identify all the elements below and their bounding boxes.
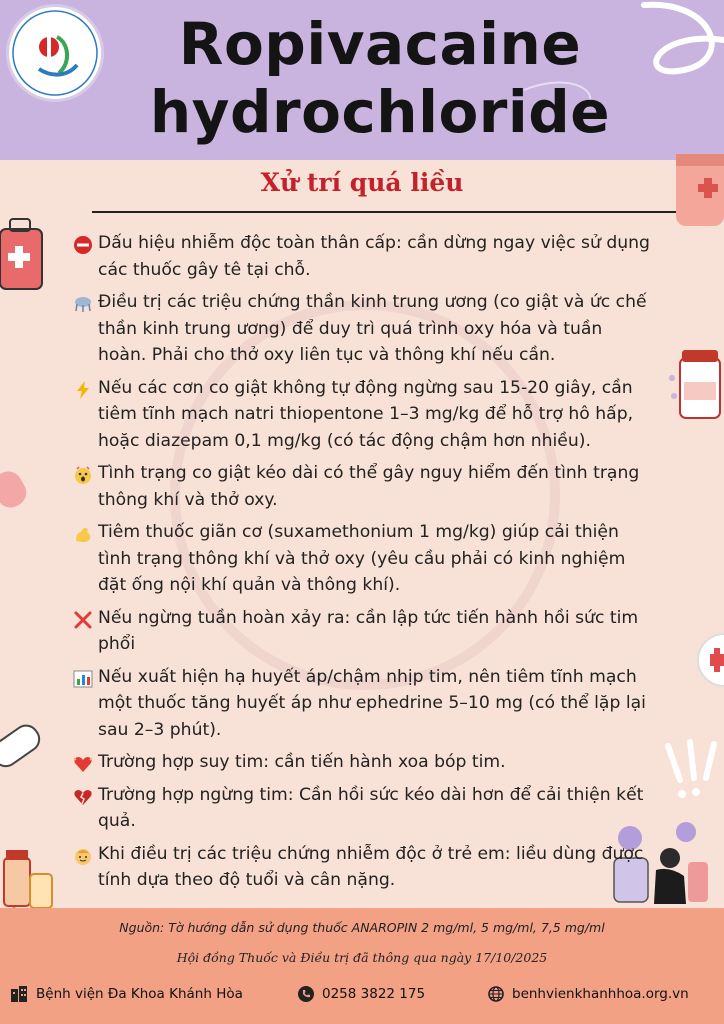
no-entry-icon [72,234,94,256]
list-item [72,519,652,599]
cross-mark-icon [72,609,94,631]
list-item [72,460,652,513]
list-item-text: Tiêm thuốc giãn cơ (suxamethonium 1 mg/kg) giúp cải thiện tình trạng thông khí và thở oxy (yêu cầu phải có kinh nghiệm đặt ống nội khí quản và thông khí). [98,522,626,595]
approval-note: Hội đồng Thuốc và Điều trị đã thông qua ngày 17/10/2025 [176,950,548,965]
hospital-contact [10,986,243,1002]
list-item-text: Nếu các cơn co giật không tự động ngừng sau 15-20 giây, cần tiêm tĩnh mạch natri thiopentone 1–3 mg/kg để hỗ trợ hô hấp, hoặc diazepam 0,1 mg/kg (có tác động chậm hơn nhiều). [98,377,634,451]
list-item-text: Dấu hiệu nhiễm độc toàn thân cấp: cần dừng ngay việc sử dụng các thuốc gây tê tại chỗ. [98,233,650,280]
list-item-text: Điều trị các triệu chứng thần kinh trung ương (co giật và ức chế thần kinh trung ương) để duy trì quá trình oxy hóa và tuần hoàn. Phải cho thở oxy liên tục và thông khí nếu cần. [98,292,647,365]
phone-icon [298,986,314,1002]
phone-contact[interactable] [298,986,425,1002]
building-icon [10,986,28,1002]
list-item-text: Trường hợp suy tim: cần tiến hành xoa bóp tim. [98,752,506,772]
shocked-face-icon [72,464,94,486]
bandage-icon [0,710,42,780]
child-face-icon [72,845,94,867]
flexed-arm-icon [72,523,94,545]
phone-number[interactable]: 0258 3822 175 [322,986,426,1002]
pill-icon [694,630,724,690]
list-item-text: Khi điều trị các triệu chứng nhiễm độc ở trẻ em: liều dùng được tính dựa theo độ tuổi và cân nặng. [98,843,644,890]
heart-icon [72,753,94,775]
section-divider [92,211,724,213]
overdose-management-list [72,230,652,900]
list-item-text: Trường hợp ngừng tim: Cần hồi sức kéo dài hơn để cải thiện kết quả. [98,784,644,831]
pill-capsule-icon [0,462,30,512]
list-item [72,782,652,835]
lightning-icon [72,379,94,401]
brain-icon [72,293,94,315]
list-item [72,605,652,658]
exclamation-icon [660,738,724,808]
hospital-logo [6,4,104,102]
website-contact[interactable] [488,986,689,1002]
list-item [72,230,652,283]
medicine-jars-illustration [0,850,62,916]
source-note: Nguồn: Tờ hướng dẫn sử dụng thuốc ANAROPIN 2 mg/ml, 5 mg/ml, 7,5 mg/ml [119,920,605,935]
broken-heart-icon [72,786,94,808]
page-title-line1: Ropivacaine [178,10,582,78]
chart-icon [72,668,94,690]
list-item-text: Nếu ngừng tuần hoàn xảy ra: cần lập tức tiến hành hồi sức tim phổi [98,607,639,654]
website-link[interactable]: benhvienkhanhhoa.org.vn [512,986,689,1002]
bandage-roll-icon [676,150,724,230]
list-item-text: Nếu xuất hiện hạ huyết áp/chậm nhịp tim, nên tiêm tĩnh mạch một thuốc tăng huyết áp như ephedrine 5–10 mg (có thể lặp lại sau 2–3 phút). [98,666,646,740]
list-item [72,289,652,369]
list-item [72,375,652,455]
list-item-text: Tình trạng co giật kéo dài có thể gây nguy hiểm đến tình trạng thông khí và thở oxy. [98,463,640,510]
list-item [72,841,652,894]
section-title: Xử trí quá liều [260,168,464,197]
page-title-line2: hydrochloride [149,78,611,146]
list-item [72,749,652,776]
first-aid-kit-icon [0,215,44,295]
medicine-bottle-icon [668,348,724,424]
hospital-name: Bệnh viện Đa Khoa Khánh Hòa [36,986,243,1002]
list-item [72,664,652,744]
globe-icon [488,986,504,1002]
